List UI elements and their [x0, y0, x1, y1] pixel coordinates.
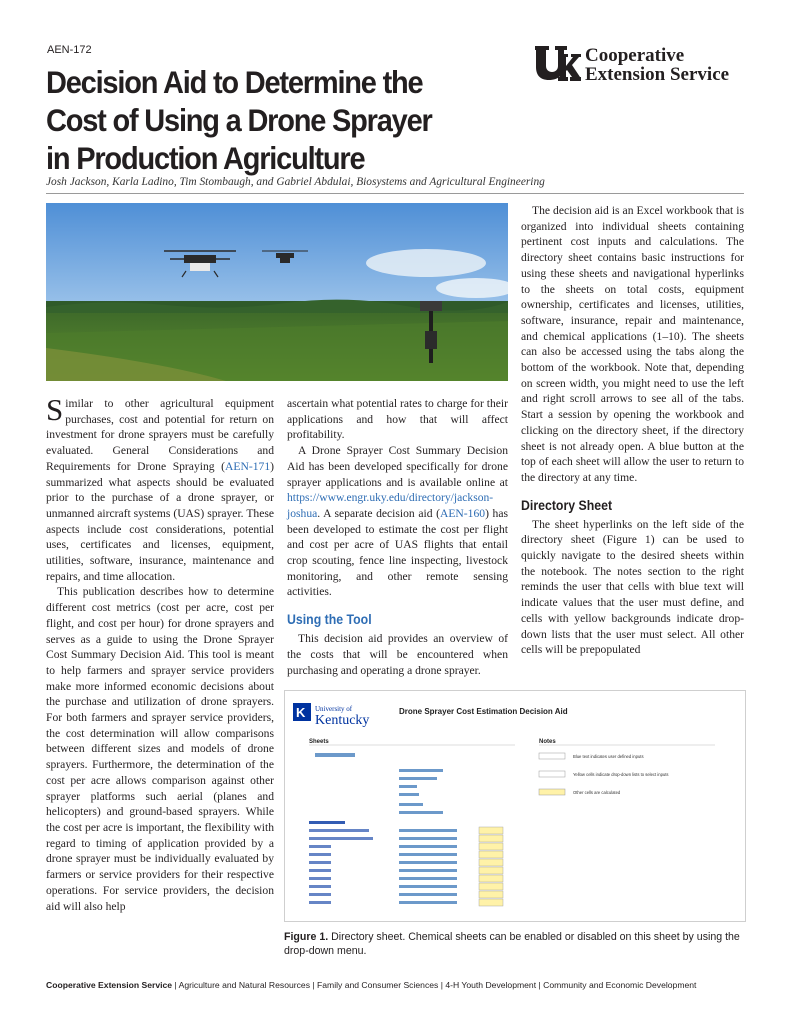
- section-heading-directory-sheet: Directory Sheet: [521, 496, 613, 513]
- drone-photo: [46, 203, 508, 381]
- brand-text: [585, 46, 729, 84]
- paragraph: This publication describes how to determine different cost metrics (cost per acre, cost per flight, and cost per hour) for drone sprayers and serves as a guide to using the Drone Sprayer Cost Summary Decision Aid. This tool is meant to help farmers and sprayer service providers make more informed economic decisions about the purchase and utilization of drone sprayers. For both farmers and sprayer service providers, the cost determination will allow comparisons between different sizes and models of drone sprayers. Furthermore, the determination of the cost per acre allows comparison against other sprayer platforms such aerial (planes and helicopters) and ground-based sprayers. While the cost per acre is important, the flexibility with regard to timing of application provided by a drone sprayer must be individually evaluated by farmers or service providers for their respective operations. For service providers, the decision aid will also help: [46, 585, 274, 913]
- directory-link[interactable]: https://www.engr.uky.edu/directory/jackson-joshua: [287, 491, 494, 520]
- uk-big-text: Kentucky: [315, 713, 370, 728]
- directory-sheet-screenshot: [285, 691, 745, 921]
- page-title: [46, 63, 432, 177]
- publication-number: AEN-172: [47, 44, 92, 56]
- intro-paragraph: Similar to other agricultural equipment purchases, cost and potential for return on investment for drone sprayers must be carefully evaluated. General Considerations and Requirements for Drone Spraying (AEN-171) summarized what aspects should be evaluated prior to the purchase of a drone sprayer, or unmanned aircraft systems (UAS) sprayer. These aspects include cost considerations, potential uses, certificates and licenses, equipment, utilities, software, insurance, maintenance and repairs, and time allocation.: [46, 392, 274, 583]
- note-3: Other cells are calculated: [573, 790, 621, 795]
- aen-171-link[interactable]: AEN-171: [225, 459, 271, 473]
- sheet-title: Drone Sprayer Cost Estimation Decision Aid: [399, 707, 568, 716]
- author-line: Josh Jackson, Karla Ladino, Tim Stombaugh, and Gabriel Abdulai, Biosystems and Agricultural Engineering: [46, 176, 545, 188]
- uk-logo-icon: [533, 44, 581, 84]
- footer: Cooperative Extension Service | Agriculture and Natural Resources | Family and Consumer Sciences | 4-H Youth Development | Community and Economic Development: [46, 980, 697, 990]
- column-2: [287, 396, 508, 678]
- paragraph: A Drone Sprayer Cost Summary Decision Aid has been developed specifically for drone sprayer applications and is available online at https://www.engr.uky.edu/directory/jackson-joshua. A separate decision aid (AEN-160) has been developed to estimate the cost per flight and cost per acre of UAS flights that entail crop scouting, fence line inspecting, livestock monitoring, and other remote sensing activities.: [287, 444, 508, 599]
- sheet-link[interactable]: [399, 769, 443, 772]
- footer-ces: Cooperative Extension Service: [46, 980, 173, 990]
- paragraph: This decision aid provides an overview of the costs that will be encountered when purchasing and operating a drone sprayer.: [287, 632, 508, 677]
- uk-wordmark: [293, 703, 369, 728]
- brand-line-2: Extension Service: [585, 64, 730, 85]
- svg-text:K: K: [296, 705, 306, 720]
- sheet-link[interactable]: [399, 785, 417, 788]
- note-1: Blue text indicates user defined inputs: [573, 754, 644, 759]
- title-line-1: Decision Aid to Determine the: [46, 64, 423, 100]
- figure-directory-sheet: [284, 690, 746, 922]
- footer-programs: Agriculture and Natural Resources | Family and Consumer Sciences | 4-H Youth Development | Community and Economic Development: [178, 980, 697, 990]
- caption-text: Directory sheet. Chemical sheets can be enabled or disabled on this sheet by using the drop-down menu.: [284, 931, 740, 957]
- paragraph: The sheet hyperlinks on the left side of the directory sheet (Figure 1) can be used to quickly navigate to the desired sheets within the notebook. The notes section to the right reminds the user that cells with blue text will indicate values that the user must define, and cells with yellow backgrounds indicate drop-down lists that the user must select. All other cells will be prepopulated: [521, 517, 744, 657]
- paragraph: The decision aid is an Excel workbook that is organized into individual sheets containing pertinent cost inputs and calculations. The directory sheet contains basic instructions for using these sheets and navigational hyperlinks to the sheets on total costs, equipment ownership, certificates and licenses, utilities, software, insurance, repair and maintenance, and chemical applications (1–10). The sheets can also be accessed using the tabs along the bottom of the workbook. Note that, depending on screen width, you might need to use the left and right scroll arrows to see all of the tabs. Start a session by opening the workbook and clicking on the directory sheet, if the directory sheet is not already open. A blue button at the top of each sheet will allow the user to return to the directory at any time.: [521, 204, 744, 484]
- sheet-link[interactable]: [399, 811, 443, 814]
- drop-cap: S: [46, 392, 64, 427]
- chemical-rows: [309, 821, 503, 906]
- column-1: [46, 392, 274, 914]
- sheets-header: Sheets: [309, 739, 329, 745]
- cooperative-extension-logo: [533, 44, 748, 86]
- section-heading-using-tool: Using the Tool: [287, 611, 372, 628]
- sheet-link[interactable]: [315, 753, 355, 757]
- title-line-2: Cost of Using a Drone Sprayer: [46, 102, 432, 138]
- paragraph: ascertain what potential rates to charge for their applications and how that will affect profitability.: [287, 397, 508, 442]
- notes-header: Notes: [539, 739, 556, 745]
- aen-160-link[interactable]: AEN-160: [439, 506, 486, 520]
- sheet-link[interactable]: [399, 777, 437, 780]
- brand-line-1: Cooperative: [585, 45, 685, 66]
- sheet-link[interactable]: [399, 803, 423, 806]
- caption-label: Figure 1.: [284, 931, 329, 943]
- sheet-link[interactable]: [399, 793, 419, 796]
- header-divider: [46, 193, 744, 194]
- uk-small-text: University of: [315, 705, 353, 713]
- title-line-3: in Production Agriculture: [46, 140, 365, 176]
- figure-caption: [284, 930, 744, 958]
- column-3: [521, 203, 744, 658]
- note-2: Yellow cells indicate drop-down lists to select inputs: [573, 772, 669, 777]
